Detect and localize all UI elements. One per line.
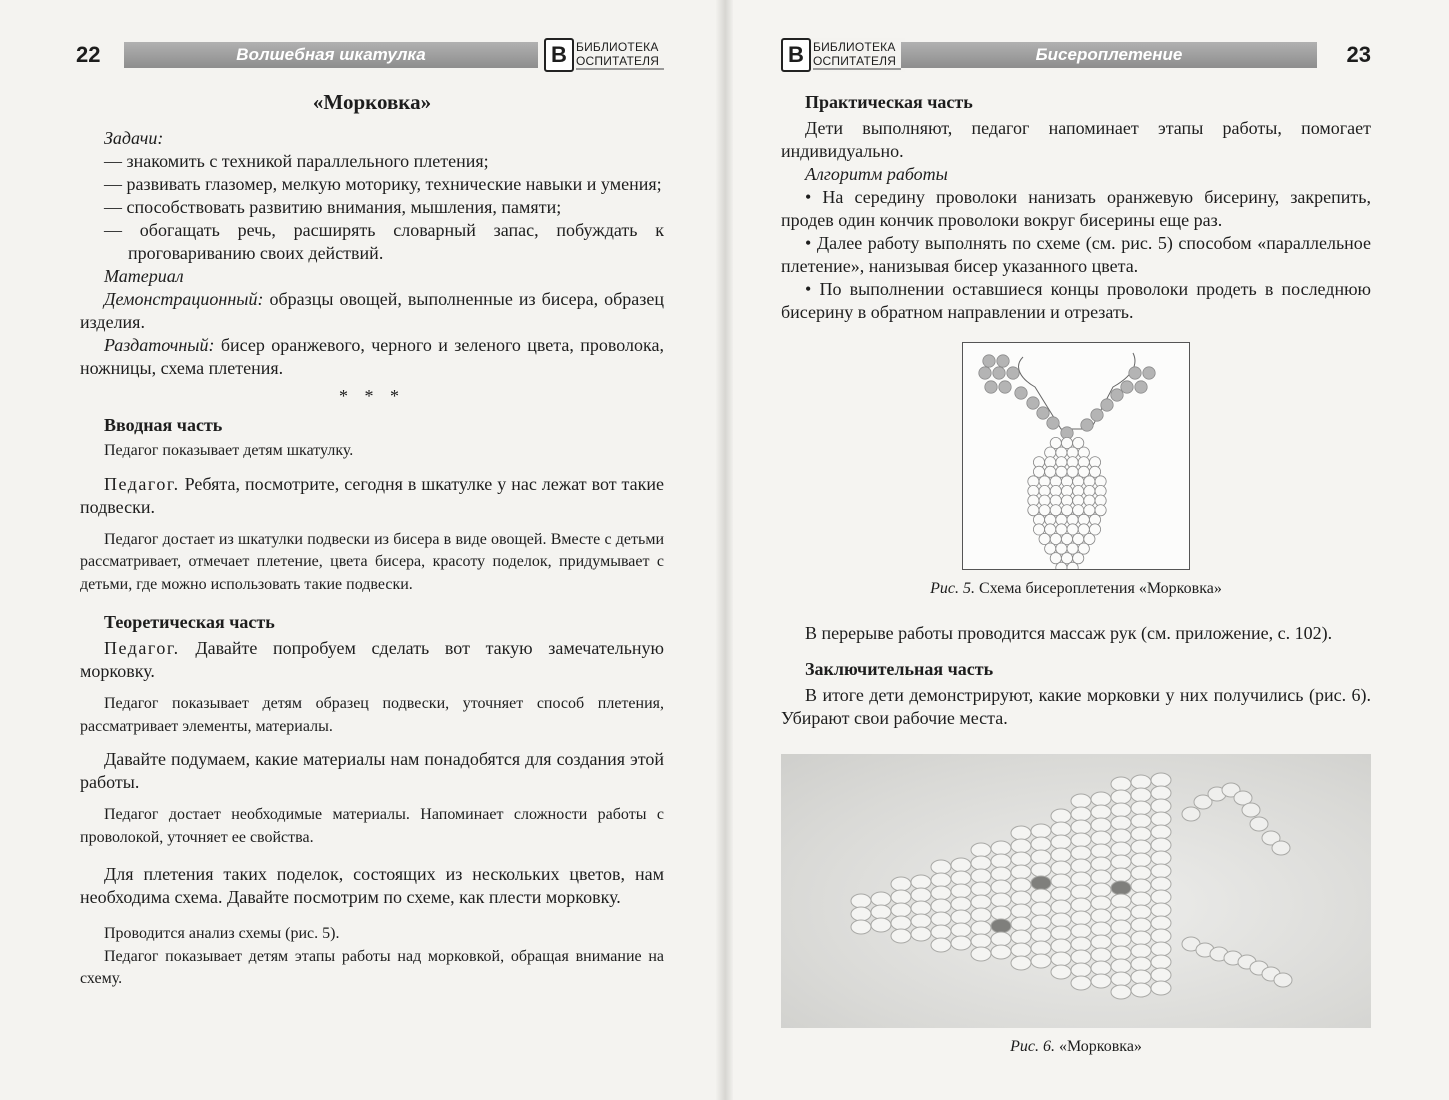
right-page xyxy=(733,0,1449,1100)
task-item: — обогащать речь, расширять словарный запас, побуждать к проговариванию своих действий. xyxy=(104,220,664,263)
bead xyxy=(1111,946,1131,960)
bead xyxy=(991,854,1011,868)
top-beads xyxy=(979,355,1155,439)
bead xyxy=(1111,907,1131,921)
bead xyxy=(1111,790,1131,804)
bead xyxy=(1011,930,1031,944)
bead xyxy=(971,882,991,896)
final-paragraph: В итоге дети демонстрируют, какие морковки у них получились (рис. 6). Убирают свои рабочие места. xyxy=(781,685,1371,728)
figure-6-photo xyxy=(781,754,1371,1028)
bead xyxy=(1091,818,1111,832)
bead xyxy=(951,884,971,898)
bead xyxy=(931,912,951,926)
bead xyxy=(1151,825,1171,839)
running-header-right xyxy=(781,38,1371,74)
bead xyxy=(1011,826,1031,840)
bead xyxy=(1011,956,1031,970)
bead xyxy=(1011,891,1031,905)
bead xyxy=(1143,367,1155,379)
bead xyxy=(931,886,951,900)
bead xyxy=(1031,902,1051,916)
bead xyxy=(1151,942,1171,956)
theory-paragraph: Педагог показывает детям образец подвески, уточняет способ плетения, рассматривает элементы, материалы. xyxy=(80,695,664,735)
bead xyxy=(951,858,971,872)
task-item: — способствовать развитию внимания, мышления, памяти; xyxy=(104,197,562,217)
logo-text: БИБЛИОТЕКА ОСПИТАТЕЛЯ xyxy=(576,40,660,68)
bead xyxy=(1031,941,1051,955)
bead xyxy=(1131,983,1151,997)
bead xyxy=(1091,792,1111,806)
bead-scheme-diagram xyxy=(963,343,1189,569)
bead xyxy=(1111,389,1123,401)
bead xyxy=(931,860,951,874)
bead xyxy=(1071,924,1091,938)
bead xyxy=(1121,381,1133,393)
bead xyxy=(1091,857,1111,871)
bead xyxy=(1031,915,1051,929)
bead xyxy=(1051,952,1071,966)
page-number: 22 xyxy=(76,42,101,67)
bead xyxy=(991,867,1011,881)
bead xyxy=(1151,955,1171,969)
bead xyxy=(1274,973,1292,987)
bead xyxy=(971,843,991,857)
algorithm-step: • По выполнении оставшиеся концы проволоки продеть в последнюю бисерину в обратном направлении и отрезать. xyxy=(781,279,1371,322)
bead xyxy=(931,899,951,913)
bead xyxy=(1151,968,1171,982)
bead xyxy=(991,945,1011,959)
bead xyxy=(1131,788,1151,802)
beaded-carrot-photo xyxy=(781,754,1371,1028)
bead xyxy=(971,895,991,909)
bead xyxy=(1111,868,1131,882)
intro-paragraph: Педагог показывает детям шкатулку. xyxy=(104,442,354,459)
photo-beads xyxy=(851,773,1292,999)
bead xyxy=(1111,972,1131,986)
bead xyxy=(1111,881,1131,895)
lesson-title: «Морковка» xyxy=(312,90,432,114)
theory-paragraph: Давайте подумаем, какие материалы нам понадобятся для создания этой работы. xyxy=(80,749,664,792)
bead xyxy=(1151,929,1171,943)
bead xyxy=(1091,883,1111,897)
right-page-content xyxy=(781,86,1371,1056)
bead xyxy=(1091,805,1111,819)
logo-underline xyxy=(576,68,664,70)
bead xyxy=(911,875,931,889)
bead xyxy=(1071,820,1091,834)
bead xyxy=(1011,865,1031,879)
bead xyxy=(1182,807,1200,821)
bead xyxy=(991,880,1011,894)
bead xyxy=(871,892,891,906)
bead xyxy=(1071,911,1091,925)
bead xyxy=(1011,904,1031,918)
algorithm-label: Алгоритм работы xyxy=(805,164,948,184)
bead xyxy=(1131,879,1151,893)
bead xyxy=(931,938,951,952)
bead xyxy=(1091,935,1111,949)
bead xyxy=(1101,399,1113,411)
bead xyxy=(1111,816,1131,830)
algorithm-step: • На середину проволоки нанизать оранжевую бисерину, закрепить, продев один кончик проволоки вокруг бисерины еще раз. xyxy=(781,187,1371,230)
bead xyxy=(1131,892,1151,906)
bead xyxy=(999,381,1011,393)
bead xyxy=(851,894,871,908)
tasks-label: Задачи: xyxy=(104,128,164,148)
bead xyxy=(851,907,871,921)
bead xyxy=(951,897,971,911)
bead xyxy=(1091,948,1111,962)
bead xyxy=(1007,367,1019,379)
bead xyxy=(1151,773,1171,787)
bead xyxy=(1071,807,1091,821)
bead xyxy=(1071,950,1091,964)
bead xyxy=(1011,839,1031,853)
bead xyxy=(891,877,911,891)
bead xyxy=(1151,890,1171,904)
bead xyxy=(971,921,991,935)
bead xyxy=(931,873,951,887)
bead xyxy=(991,932,1011,946)
bead xyxy=(1071,833,1091,847)
bead xyxy=(1071,846,1091,860)
bead xyxy=(891,916,911,930)
bead xyxy=(1151,838,1171,852)
book-gutter xyxy=(716,0,733,1100)
bead xyxy=(1111,933,1131,947)
bead xyxy=(1111,777,1131,791)
bead xyxy=(1111,920,1131,934)
bead xyxy=(1051,939,1071,953)
bead xyxy=(1011,917,1031,931)
bead xyxy=(1071,794,1091,808)
algorithm-step: • Далее работу выполнять по схеме (см. рис. 5) способом «параллельное плетение», нанизывая бисер указанного цвета. xyxy=(781,233,1371,276)
series-logo xyxy=(781,38,905,72)
bead xyxy=(1011,878,1031,892)
bead xyxy=(1031,954,1051,968)
logo-underline xyxy=(813,68,901,70)
bead xyxy=(911,927,931,941)
left-page-content xyxy=(80,86,664,991)
bead xyxy=(1111,894,1131,908)
section-divider: * * * xyxy=(339,386,405,406)
bead xyxy=(1031,928,1051,942)
bead xyxy=(971,856,991,870)
figure-5-bead-scheme xyxy=(962,342,1190,570)
bead xyxy=(951,910,971,924)
bead xyxy=(1151,851,1171,865)
bead xyxy=(1131,827,1151,841)
bead xyxy=(1037,407,1049,419)
bead xyxy=(1111,959,1131,973)
bead xyxy=(1151,981,1171,995)
bead xyxy=(1091,896,1111,910)
bead xyxy=(1091,922,1111,936)
bead xyxy=(891,903,911,917)
teacher-line: Педагог. Давайте попробуем сделать вот такую замечательную морковку. xyxy=(80,638,664,681)
page-number: 23 xyxy=(1346,42,1371,67)
bead xyxy=(871,905,891,919)
bead xyxy=(1047,417,1059,429)
final-heading: Заключительная часть xyxy=(805,659,994,679)
bead xyxy=(1071,963,1091,977)
bead xyxy=(1031,863,1051,877)
figure-6-caption: Рис. 6. «Морковка» xyxy=(1010,1038,1142,1055)
series-logo xyxy=(544,38,668,72)
logo-text: БИБЛИОТЕКА ОСПИТАТЕЛЯ xyxy=(813,40,897,68)
demo-material-paragraph: Демонстрационный: образцы овощей, выполненные из бисера, образец изделия. xyxy=(80,289,664,332)
bead xyxy=(1091,974,1111,988)
bead xyxy=(1031,837,1051,851)
bead xyxy=(1051,965,1071,979)
bead xyxy=(1071,898,1091,912)
bead xyxy=(971,947,991,961)
bead xyxy=(1131,957,1151,971)
bead xyxy=(1111,985,1131,999)
bead xyxy=(1051,913,1071,927)
bead xyxy=(1051,809,1071,823)
bead xyxy=(1111,842,1131,856)
bead xyxy=(1081,419,1093,431)
bead xyxy=(1071,872,1091,886)
bead xyxy=(1015,387,1027,399)
bead xyxy=(991,906,1011,920)
bead xyxy=(993,367,1005,379)
bead xyxy=(1151,903,1171,917)
bead xyxy=(1091,870,1111,884)
theory-paragraph: Проводится анализ схемы (рис. 5). xyxy=(104,925,340,942)
bead xyxy=(991,919,1011,933)
bead xyxy=(911,888,931,902)
bead xyxy=(1131,944,1151,958)
bead xyxy=(1135,381,1147,393)
bead xyxy=(1031,850,1051,864)
header-title-band: Волшебная шкатулка xyxy=(124,42,538,68)
handout-material-paragraph: Раздаточный: бисер оранжевого, черного и зеленого цвета, проволока, ножницы, схема плетения. xyxy=(80,335,664,378)
teacher-line: Педагог. Ребята, посмотрите, сегодня в шкатулке у нас лежат вот такие подвески. xyxy=(80,473,664,517)
bead xyxy=(1091,961,1111,975)
bead xyxy=(1151,812,1171,826)
bead xyxy=(1151,799,1171,813)
bead xyxy=(1091,409,1103,421)
bead xyxy=(1051,900,1071,914)
bead xyxy=(1131,905,1151,919)
bead xyxy=(1031,824,1051,838)
bead xyxy=(971,869,991,883)
bead xyxy=(979,367,991,379)
bead xyxy=(1111,829,1131,843)
theory-paragraph: Для плетения таких поделок, состоящих из нескольких цветов, нам необходима схема. Давайте посмотрим по схеме, как плести морковку. xyxy=(80,864,664,907)
bead xyxy=(1131,801,1151,815)
bead xyxy=(931,925,951,939)
task-item: — знакомить с техникой параллельного плетения; xyxy=(104,151,489,171)
break-paragraph: В перерыве работы проводится массаж рук (см. приложение, с. 102). xyxy=(805,623,1333,643)
bead xyxy=(1051,822,1071,836)
bead xyxy=(991,893,1011,907)
bead xyxy=(891,929,911,943)
theory-paragraph: Педагог достает необходимые материалы. Напоминает сложности работы с проволокой, уточняет ее свойства. xyxy=(80,806,664,846)
bead xyxy=(951,871,971,885)
header-title-band: Бисероплетение xyxy=(901,42,1317,68)
bead xyxy=(911,901,931,915)
intro-heading: Вводная часть xyxy=(104,415,223,435)
bead xyxy=(1071,937,1091,951)
bead xyxy=(971,908,991,922)
bead xyxy=(1051,887,1071,901)
bead xyxy=(1051,874,1071,888)
practice-heading: Практическая часть xyxy=(805,92,973,112)
bead xyxy=(983,355,995,367)
practice-paragraph: Дети выполняют, педагог напоминает этапы работы, помогает индивидуально. xyxy=(781,118,1371,161)
bead xyxy=(1131,814,1151,828)
bead xyxy=(1031,876,1051,890)
body-beads xyxy=(1028,437,1106,569)
bead xyxy=(1151,786,1171,800)
bead xyxy=(1131,918,1151,932)
bead xyxy=(1011,852,1031,866)
bead xyxy=(1051,835,1071,849)
bead xyxy=(1011,943,1031,957)
task-item: — развивать глазомер, мелкую моторику, технические навыки и умения; xyxy=(104,174,662,194)
bead xyxy=(985,381,997,393)
bead xyxy=(1131,775,1151,789)
bead xyxy=(951,923,971,937)
bead xyxy=(1131,853,1151,867)
bead xyxy=(1250,817,1268,831)
bead xyxy=(1151,916,1171,930)
logo-letter-icon: В xyxy=(544,38,574,72)
bead xyxy=(1071,976,1091,990)
intro-paragraph: Педагог достает из шкатулки подвески из бисера в виде овощей. Вместе с детьми рассматривает, отмечает плетение, цвета бисера, красоту поделок, придумывает с детьми, где можно использовать такие подвески. xyxy=(80,530,664,593)
bead xyxy=(1091,831,1111,845)
bead xyxy=(1071,859,1091,873)
bead xyxy=(1091,844,1111,858)
bead xyxy=(891,890,911,904)
bead xyxy=(991,841,1011,855)
bead xyxy=(1242,803,1260,817)
bead xyxy=(1027,397,1039,409)
bead xyxy=(1111,803,1131,817)
figure-5-caption: Рис. 5. Схема бисероплетения «Морковка» xyxy=(930,580,1222,597)
theory-paragraph: Педагог показывает детям этапы работы над морковкой, обращая внимание на схему. xyxy=(80,947,664,987)
bead xyxy=(851,920,871,934)
bead xyxy=(1272,841,1290,855)
bead xyxy=(1051,861,1071,875)
bead xyxy=(871,918,891,932)
bead xyxy=(1151,864,1171,878)
bead xyxy=(1051,848,1071,862)
theory-heading: Теоретическая часть xyxy=(104,612,275,632)
bead xyxy=(1071,885,1091,899)
bead xyxy=(1111,855,1131,869)
bead xyxy=(1051,926,1071,940)
bead xyxy=(1151,877,1171,891)
bead xyxy=(951,936,971,950)
logo-letter-icon: В xyxy=(781,38,811,72)
bead xyxy=(1091,909,1111,923)
bead xyxy=(971,934,991,948)
material-label: Материал xyxy=(104,266,184,286)
bead xyxy=(1131,931,1151,945)
bead xyxy=(1131,866,1151,880)
running-header-left xyxy=(76,38,666,74)
bead xyxy=(1131,840,1151,854)
bead xyxy=(1129,367,1141,379)
left-page xyxy=(0,0,716,1100)
bead xyxy=(997,355,1009,367)
bead xyxy=(1131,970,1151,984)
bead xyxy=(911,914,931,928)
bead xyxy=(1031,889,1051,903)
